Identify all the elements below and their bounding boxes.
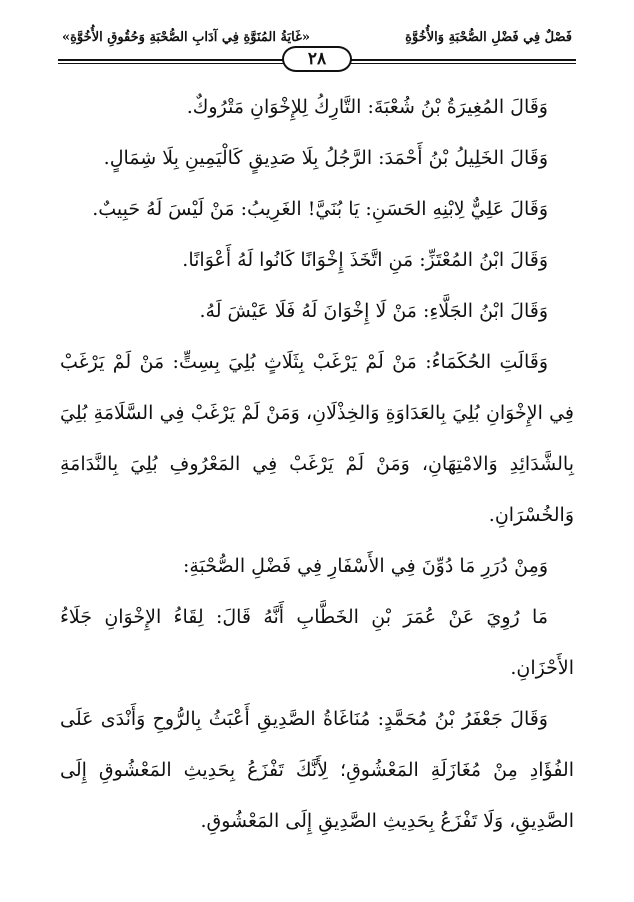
paragraph-khalil: وَقَالَ الخَلِيلُ بْنُ أَحْمَدَ: الرَّجُلُ بِلَا صَدِيقٍ كَالْيَمِينِ بِلَا شِمَالٍ. [103,147,548,169]
paragraph-jafar: وَقَالَ جَعْفَرُ بْنُ مُحَمَّدٍ: مُنَاغَاةُ الصَّدِيقِ أَعْبَثُ بِالرُّوحِ وَأَنْدَى عَلَى الفُؤَادِ مِنْ مُغَازَلَةِ المَعْشُوقِ؛ لِأَنَّكَ تَفْزَعُ بِحَدِيثِ المَعْشُوقِ إِلَى الصَّدِيقِ، وَلَا تَفْزَعُ بِحَدِيثِ الصَّدِيقِ إِلَى المَعْشُوقِ. [60,708,574,832]
paragraph-umar: مَا رُوِيَ عَنْ عُمَرَ بْنِ الخَطَّابِ أَنَّهُ قَالَ: لِقَاءُ الإِخْوَانِ جَلَاءُ الأَحْزَانِ. [60,606,574,679]
page-body [60,82,574,847]
paragraph-ibn-mutazz: وَقَالَ ابْنُ المُعْتَزِّ: مَنِ اتَّخَذَ إِخْوَانًا كَانُوا لَهُ أَعْوَانًا. [182,249,548,271]
paragraph-hukama: وَقَالَتِ الحُكَمَاءُ: مَنْ لَمْ يَرْغَبْ بِثَلَاثٍ بُلِيَ بِسِتٍّ: مَنْ لَمْ يَرْغَبْ فِي الإِخْوَانِ بُلِيَ بِالعَدَاوَةِ وَالخِذْلَانِ، وَمَنْ لَمْ يَرْغَبْ فِي السَّلَامَةِ بُلِيَ بِالشَّدَائِدِ وَالامْتِهَانِ، وَمَنْ لَمْ يَرْغَبْ فِي المَعْرُوفِ بُلِيَ بِالنَّدَامَةِ وَالخُسْرَانِ. [60,351,574,526]
header-series-title: «غَايَةُ المُنَوَّةِ فِي آدَابِ الصُّحْبَةِ وَحُقُوقِ الأُخُوَّةِ» [62,30,311,45]
paragraph-ibn-jalla: وَقَالَ ابْنُ الجَلَّاءِ: مَنْ لَا إِخْوَانَ لَهُ فَلَا عَيْشَ لَهُ. [199,300,548,322]
header-book-title: فَصْلٌ فِي فَضْلِ الصُّحْبَةِ وَالأُخُوَّةِ [405,30,572,45]
page-number-badge: ٢٨ [282,46,352,72]
paragraph-mughira: وَقَالَ المُغِيرَةُ بْنُ شُعْبَةَ: التَّارِكُ لِلإِخْوَانِ مَتْرُوكٌ. [186,96,548,118]
paragraph-durar: وَمِنْ دُرَرِ مَا دُوِّنَ فِي الأَسْفَارِ فِي فَضْلِ الصُّحْبَةِ: [182,555,548,577]
paragraph-ali: وَقَالَ عَلِيٌّ لِابْنِهِ الحَسَنِ: يَا بُنَيَّ! الغَرِيبُ: مَنْ لَيْسَ لَهُ حَبِيبٌ. [92,198,548,220]
